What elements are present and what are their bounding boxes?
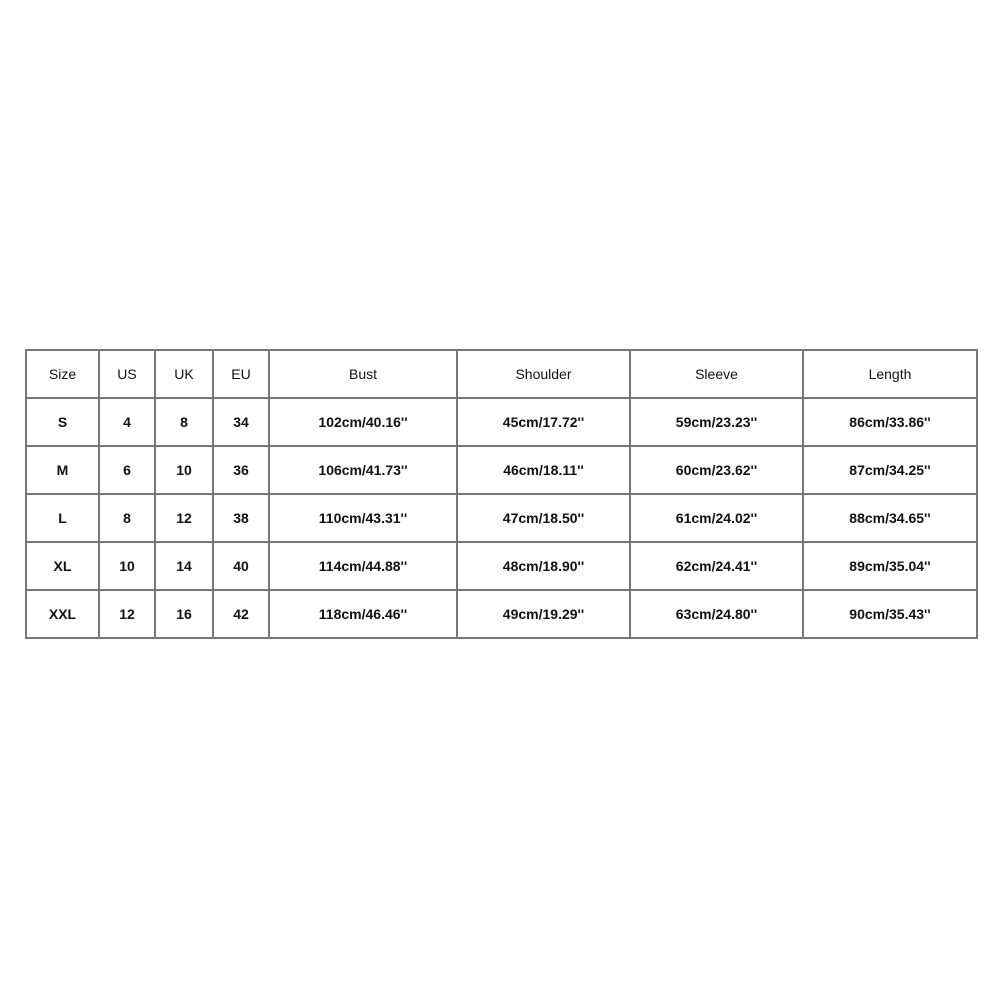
cell-sleeve: 61cm/24.02'' (630, 494, 803, 542)
cell-us: 4 (99, 398, 155, 446)
cell-uk: 16 (155, 590, 213, 638)
cell-bust: 102cm/40.16'' (269, 398, 457, 446)
cell-bust: 114cm/44.88'' (269, 542, 457, 590)
cell-length: 88cm/34.65'' (803, 494, 977, 542)
cell-us: 10 (99, 542, 155, 590)
cell-shoulder: 49cm/19.29'' (457, 590, 630, 638)
cell-sleeve: 63cm/24.80'' (630, 590, 803, 638)
cell-bust: 106cm/41.73'' (269, 446, 457, 494)
cell-eu: 38 (213, 494, 269, 542)
cell-size: XXL (26, 590, 99, 638)
cell-uk: 10 (155, 446, 213, 494)
cell-sleeve: 62cm/24.41'' (630, 542, 803, 590)
table-header-row (26, 350, 977, 398)
cell-eu: 40 (213, 542, 269, 590)
header-length: Length (803, 350, 977, 398)
cell-size: L (26, 494, 99, 542)
cell-bust: 110cm/43.31'' (269, 494, 457, 542)
cell-eu: 36 (213, 446, 269, 494)
cell-bust: 118cm/46.46'' (269, 590, 457, 638)
header-bust: Bust (269, 350, 457, 398)
cell-uk: 12 (155, 494, 213, 542)
table-row (26, 494, 977, 542)
cell-sleeve: 60cm/23.62'' (630, 446, 803, 494)
cell-size: M (26, 446, 99, 494)
cell-length: 86cm/33.86'' (803, 398, 977, 446)
cell-eu: 42 (213, 590, 269, 638)
cell-length: 90cm/35.43'' (803, 590, 977, 638)
cell-uk: 14 (155, 542, 213, 590)
table-row (26, 446, 977, 494)
cell-us: 6 (99, 446, 155, 494)
cell-length: 89cm/35.04'' (803, 542, 977, 590)
cell-shoulder: 47cm/18.50'' (457, 494, 630, 542)
size-chart-table (25, 349, 978, 639)
cell-shoulder: 45cm/17.72'' (457, 398, 630, 446)
cell-uk: 8 (155, 398, 213, 446)
table-row (26, 398, 977, 446)
header-eu: EU (213, 350, 269, 398)
cell-length: 87cm/34.25'' (803, 446, 977, 494)
table-row (26, 590, 977, 638)
header-shoulder: Shoulder (457, 350, 630, 398)
header-size: Size (26, 350, 99, 398)
cell-eu: 34 (213, 398, 269, 446)
cell-shoulder: 46cm/18.11'' (457, 446, 630, 494)
cell-us: 8 (99, 494, 155, 542)
cell-us: 12 (99, 590, 155, 638)
header-us: US (99, 350, 155, 398)
cell-sleeve: 59cm/23.23'' (630, 398, 803, 446)
cell-size: S (26, 398, 99, 446)
header-sleeve: Sleeve (630, 350, 803, 398)
cell-size: XL (26, 542, 99, 590)
cell-shoulder: 48cm/18.90'' (457, 542, 630, 590)
table-row (26, 542, 977, 590)
header-uk: UK (155, 350, 213, 398)
